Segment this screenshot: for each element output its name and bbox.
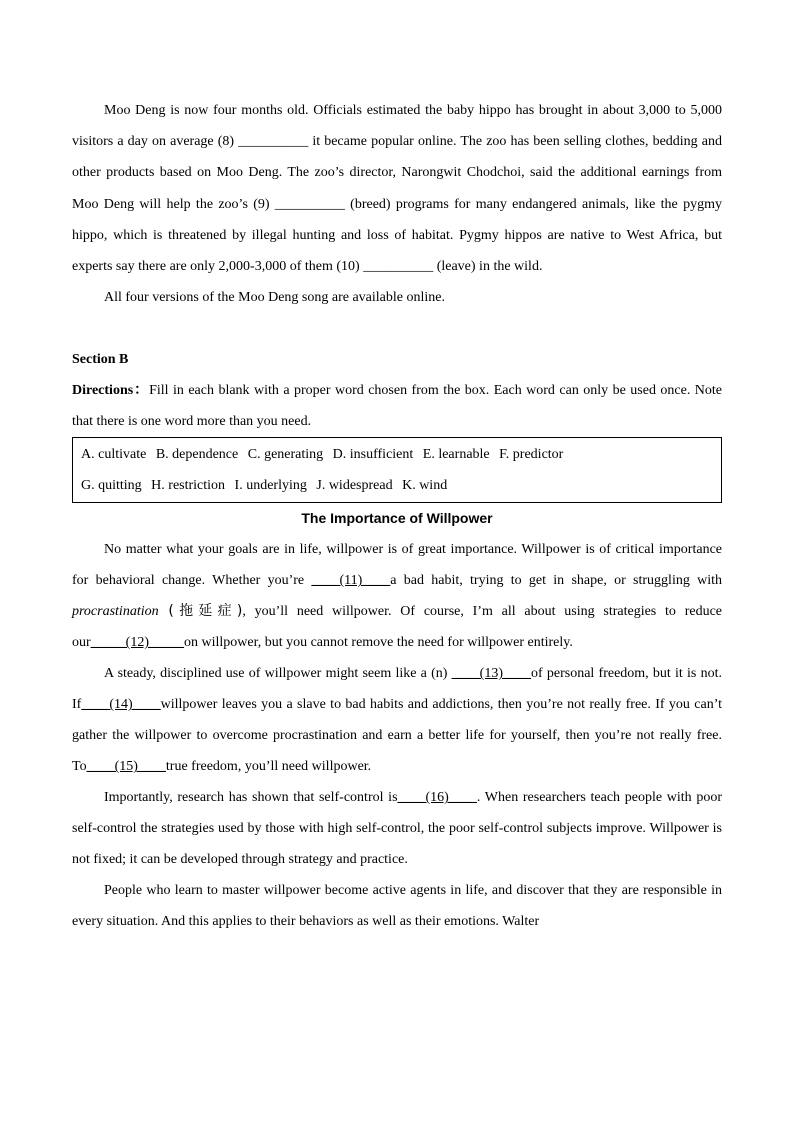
word-box <box>72 437 722 503</box>
passage-paragraph-2 <box>72 658 722 782</box>
blank-8: __________ <box>238 134 309 150</box>
blank-10: __________ <box>363 259 434 275</box>
word-option: C. generating <box>247 447 324 463</box>
word-option: A. cultivate <box>81 447 147 463</box>
part-a-paragraph-2: All four versions of the Moo Deng song are available online. <box>104 290 445 306</box>
text-run: Importantly, research has shown that self-control is <box>104 790 398 806</box>
text-run: (breed) programs for many endangered animals, like the pygmy hippo, which is threatened by illegal hunting and loss of habitat. Pygmy hippos are native to West Africa, but experts say there are only 2,000-3,000 of them (10) <box>72 196 722 275</box>
italic-term: procrastination <box>72 604 159 620</box>
text-run: (leave) in the wild. <box>433 259 543 275</box>
text-run: a bad habit, trying to get in shape, or struggling with <box>390 573 723 589</box>
word-option: D. insufficient <box>332 447 414 463</box>
passage-paragraph-4: People who learn to master willpower become active agents in life, and discover that they are responsible in every situation. And this applies to their behaviors as well as their emotions. Walter <box>72 883 722 930</box>
part-a-paragraph-1 <box>72 95 722 282</box>
directions-text: Fill in each blank with a proper word chosen from the box. Each word can only be used once. Note that there is one word more than you need. <box>72 383 722 430</box>
text-run: Moo Deng is now four months old. Officials estimated the baby hippo has brought in about 3,000 to 5,000 visitors a day on average (8) <box>72 103 722 150</box>
text-run: No matter what your goals are in life, willpower is of great importance. Willpower is of critical importance for behavioral change. Whether you’re <box>72 542 722 589</box>
word-box-row-1 <box>81 440 713 471</box>
blank-13: ____(13)____ <box>451 666 531 682</box>
word-option: E. learnable <box>422 447 490 463</box>
directions <box>72 375 722 437</box>
word-option: J. widespread <box>316 478 393 494</box>
blank-9: __________ <box>274 196 345 212</box>
text-run: A steady, disciplined use of willpower might seem like a (n) <box>104 666 452 682</box>
chinese-gloss: (拖延症) <box>158 603 243 620</box>
word-option: K. wind <box>402 478 448 494</box>
text-run: of personal freedom, but it is not. If <box>72 666 722 713</box>
blank-15: ____(15)____ <box>86 759 166 775</box>
text-run: true freedom, you’ll need willpower. <box>165 759 372 775</box>
document-page <box>72 95 722 937</box>
text-run: , you’ll need willpower. Of course, I’m all about using strategies to reduce our <box>72 604 722 651</box>
passage <box>72 503 722 937</box>
blank-16: ____(16)____ <box>397 790 477 806</box>
blank-14: ____(14)____ <box>81 697 161 713</box>
word-option: B. dependence <box>155 447 239 463</box>
text-run: willpower leaves you a slave to bad habits and addictions, then you’re not really free. If you can’t gather the willpower to overcome procrastination and earn a better life for yourself, then you’re not really free. To <box>72 697 722 775</box>
word-box-row-2 <box>81 471 713 502</box>
passage-paragraph-1 <box>72 534 722 658</box>
directions-label: Directions： <box>72 383 150 399</box>
passage-title: The Importance of Willpower <box>301 510 493 527</box>
text-run: on willpower, but you cannot remove the need for willpower entirely. <box>184 635 573 651</box>
blank-12: _____(12)_____ <box>90 635 184 651</box>
passage-paragraph-3 <box>72 782 722 875</box>
text-run: . When researchers teach people with poor self-control the strategies used by those with high self-control, the poor self-control subjects improve. Willpower is not fixed; it can be developed through strategy and practice. <box>72 790 722 868</box>
word-option: F. predictor <box>499 447 564 463</box>
text-run: it became popular online. The zoo has been selling clothes, bedding and other products based on Moo Deng. The zoo’s director, Narongwit Chodchoi, said the additional earnings from Moo Deng will help the zoo’s (9) <box>72 134 723 212</box>
blank-11: ____(11)____ <box>311 573 391 589</box>
word-option: H. restriction <box>151 478 226 494</box>
word-option: G. quitting <box>81 478 142 494</box>
spacer <box>72 313 722 344</box>
word-option: I. underlying <box>234 478 307 494</box>
section-title: Section B <box>72 352 129 368</box>
